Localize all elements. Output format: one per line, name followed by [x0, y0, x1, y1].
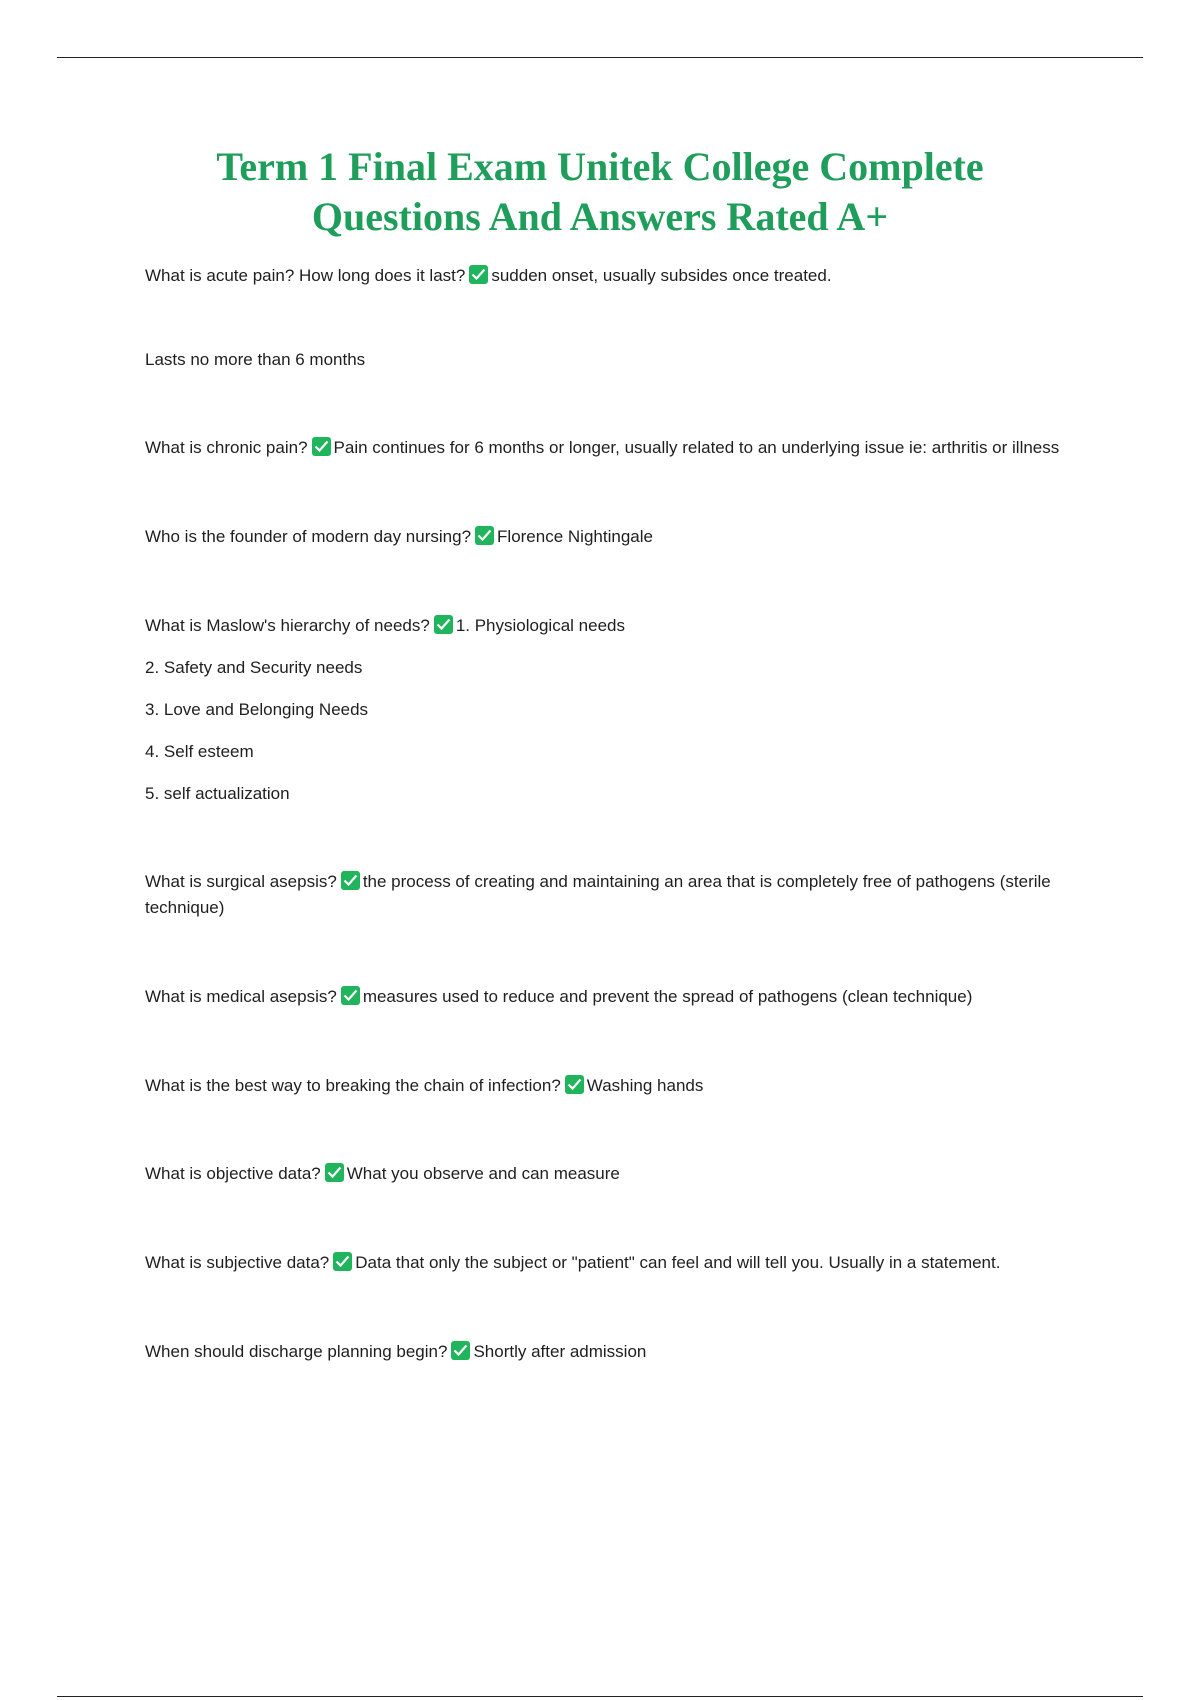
- check-icon: [333, 1252, 352, 1271]
- answer-continuation: Lasts no more than 6 months: [145, 350, 366, 369]
- answer-text: measures used to reduce and prevent the spread of pathogens (clean technique): [362, 987, 973, 1006]
- qa-item-chronic-pain: [145, 435, 1095, 461]
- answer-text: Pain continues for 6 months or longer, usually related to an underlying issue ie: arthritis or illness: [333, 438, 1060, 457]
- check-icon: [469, 265, 488, 284]
- maslow-list-item: 3. Love and Belonging Needs: [145, 700, 369, 719]
- question-text: What is Maslow's hierarchy of needs?: [145, 616, 430, 635]
- bottom-rule: [57, 1696, 1143, 1697]
- title-line-1: Term 1 Final Exam Unitek College Complete: [216, 144, 984, 189]
- question-text: What is chronic pain?: [145, 438, 308, 457]
- answer-text: Shortly after admission: [473, 1342, 647, 1361]
- title-line-2: Questions And Answers Rated A+: [311, 194, 889, 239]
- check-icon: [341, 986, 360, 1005]
- top-rule: [57, 57, 1143, 58]
- qa-item-medical-asepsis: [145, 984, 1095, 1010]
- question-text: What is the best way to breaking the chain of infection?: [145, 1076, 561, 1095]
- check-icon: [565, 1075, 584, 1094]
- qa-item-chain-infection: [145, 1073, 1095, 1099]
- maslow-list-item: 2. Safety and Security needs: [145, 658, 363, 677]
- question-text: What is objective data?: [145, 1164, 321, 1183]
- question-text: Who is the founder of modern day nursing?: [145, 527, 472, 546]
- check-icon: [434, 615, 453, 634]
- check-icon: [475, 526, 494, 545]
- answer-text: Washing hands: [586, 1076, 704, 1095]
- qa-item-subjective-data: [145, 1250, 1095, 1276]
- answer-text: Florence Nightingale: [497, 527, 653, 546]
- check-icon: [451, 1341, 470, 1360]
- qa-item-maslow: [145, 613, 1095, 639]
- document-title: [100, 142, 1100, 242]
- answer-text: the process of creating and maintaining an area that is completely free of pathogens (sterile technique): [145, 872, 1051, 917]
- answer-text: Data that only the subject or "patient" can feel and will tell you. Usually in a statement.: [355, 1253, 1001, 1272]
- qa-item-objective-data: [145, 1161, 1095, 1187]
- question-text: What is acute pain? How long does it last?: [145, 266, 466, 285]
- question-text: What is medical asepsis?: [145, 987, 337, 1006]
- maslow-list-item: 5. self actualization: [145, 784, 290, 803]
- qa-item-acute-pain: [145, 263, 1095, 289]
- qa-list: [145, 263, 1095, 1365]
- answer-text: sudden onset, usually subsides once treated.: [491, 266, 832, 285]
- question-text: What is surgical asepsis?: [145, 872, 337, 891]
- question-text: When should discharge planning begin?: [145, 1342, 448, 1361]
- question-text: What is subjective data?: [145, 1253, 330, 1272]
- qa-item-discharge-planning: [145, 1339, 1095, 1365]
- answer-text: 1. Physiological needs: [455, 616, 625, 635]
- check-icon: [325, 1163, 344, 1182]
- maslow-list-item: 4. Self esteem: [145, 742, 254, 761]
- check-icon: [341, 871, 360, 890]
- answer-text: What you observe and can measure: [346, 1164, 620, 1183]
- check-icon: [312, 437, 331, 456]
- qa-item-surgical-asepsis: [145, 869, 1095, 921]
- qa-item-founder-nursing: [145, 524, 1095, 550]
